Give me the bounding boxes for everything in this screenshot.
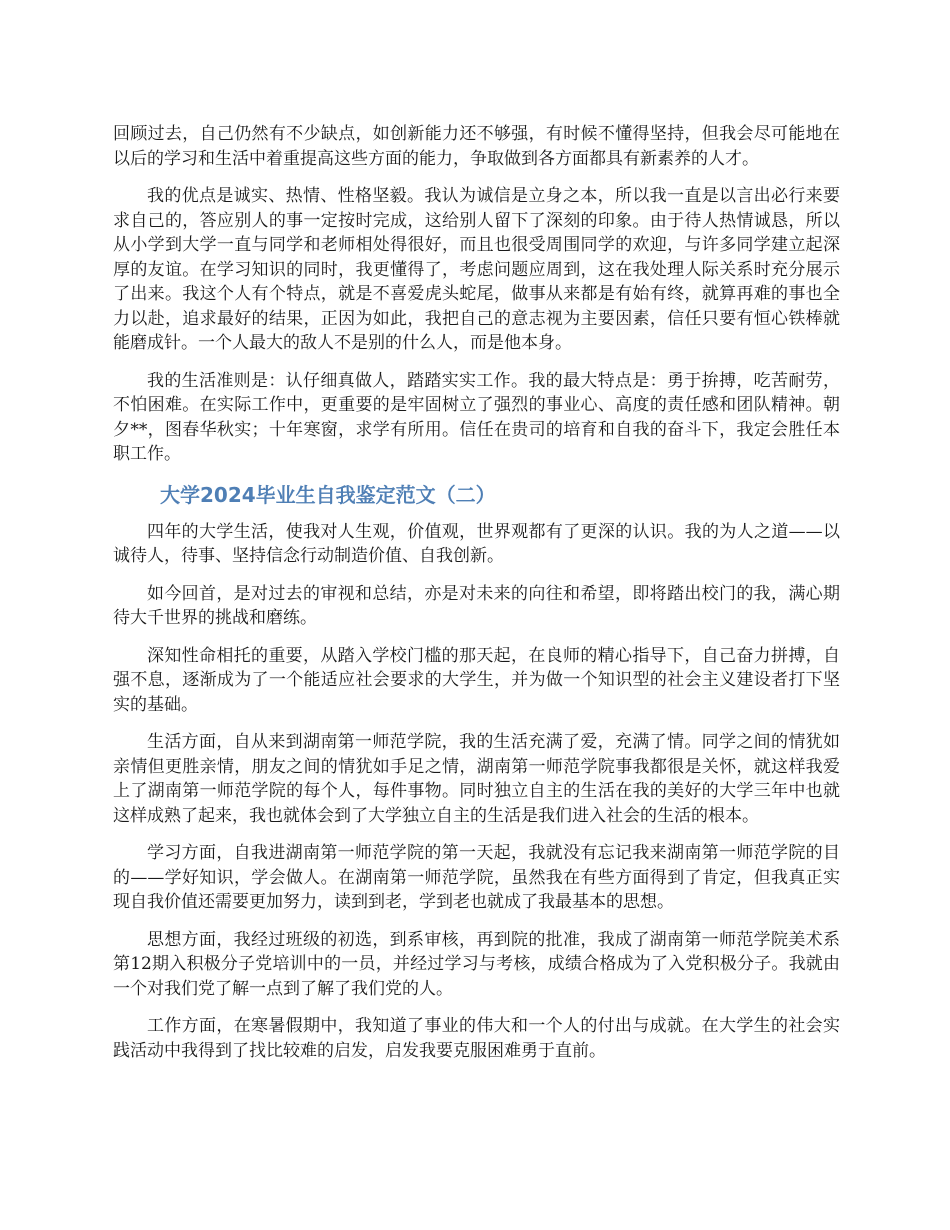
paragraph-foundation: 深知性命相托的重要，从踏入学校门槛的那天起，在良师的精心指导下，自己奋力拼搏，自强不息，逐渐成为了一个能适应社会要求的大学生，并为做一个知识型的社会主义建设者打下坚实的基础。 (113, 645, 840, 715)
paragraph-shortcomings: 回顾过去，自己仍然有不少缺点，如创新能力还不够强，有时候不懂得坚持，但我会尽可能地在以后的学习和生活中着重提高这些方面的能力，争取做到各方面都具有新素养的人才。 (113, 124, 840, 169)
section-heading: 大学2024毕业生自我鉴定范文（二） (160, 482, 496, 507)
paragraph-study-aspect: 学习方面，自我进湖南第一师范学院的第一天起，我就没有忘记我来湖南第一师范学院的目的——学好知识，学会做人。在湖南第一师范学院，虽然我在有些方面得到了肯定，但我真正实现自我价值还需要更加努力，读到到老，学到老也就成了我最基本的思想。 (113, 843, 840, 912)
paragraph-life-principles: 我的生活准则是：认仔细真做人，踏踏实实工作。我的最大特点是：勇于拚搏，吃苦耐劳，不怕困难。在实际工作中，更重要的是牢固树立了强烈的事业心、高度的责任感和团队精神。朝夕**，图春华秋实；十年寒窗，求学有所用。信任在贵司的培育和自我的奋斗下，我定会胜任本职工作。 (113, 370, 840, 464)
paragraph-work-aspect: 工作方面，在寒暑假期中，我知道了事业的伟大和一个人的付出与成就。在大学生的社会实践活动中我得到了找比较难的启发，启发我要克服困难勇于直前。 (113, 1016, 840, 1061)
paragraph-strengths: 我的优点是诚实、热情、性格坚毅。我认为诚信是立身之本，所以我一直是以言出必行来要求自己的，答应别人的事一定按时完成，这给别人留下了深刻的印象。由于待人热情诚恳，所以从小学到大学一直与同学和老师相处得很好，而且也很受周围同学的欢迎，与许多同学建立起深厚的友谊。在学习知识的同时，我更懂得了，考虑问题应周到，这在我处理人际关系时充分展示了出来。我这个人有个特点，就是不喜爱虎头蛇尾，做事从来都是有始有终，就算再难的事也全力以赴，追求最好的结果，正因为如此，我把自己的意志视为主要因素，信任只要有恒心铁棒就能磨成针。一个人最大的敌人不是别的什么人，而是他本身。 (113, 186, 840, 353)
paragraph-university-life: 四年的大学生活，使我对人生观，价值观，世界观都有了更深的认识。我的为人之道——以诚待人，待事、坚持信念行动制造价值、自我创新。 (113, 521, 840, 566)
paragraph-thought-aspect: 思想方面，我经过班级的初选，到系审核，再到院的批准，我成了湖南第一师范学院美术系第12期入积极分子党培训中的一员，并经过学习与考核，成绩合格成为了入党积极分子。我就由一个对我们党了解一点到了解了我们党的人。 (113, 929, 840, 999)
paragraph-looking-back: 如今回首，是对过去的审视和总结，亦是对未来的向往和希望，即将踏出校门的我，满心期待大千世界的挑战和磨练。 (113, 583, 840, 628)
document-body (113, 122, 840, 1076)
paragraph-life-aspect: 生活方面，自从来到湖南第一师范学院，我的生活充满了爱，充满了情。同学之间的情犹如亲情但更胜亲情，朋友之间的情犹如手足之情，湖南第一师范学院事我都很是关怀，就这样我爱上了湖南第一师范学院的每个人，每件事物。同时独立自主的生活在我的美好的大学三年中也就这样成熟了起来，我也就体会到了大学独立自主的生活是我们进入社会的生活的根本。 (113, 732, 840, 826)
